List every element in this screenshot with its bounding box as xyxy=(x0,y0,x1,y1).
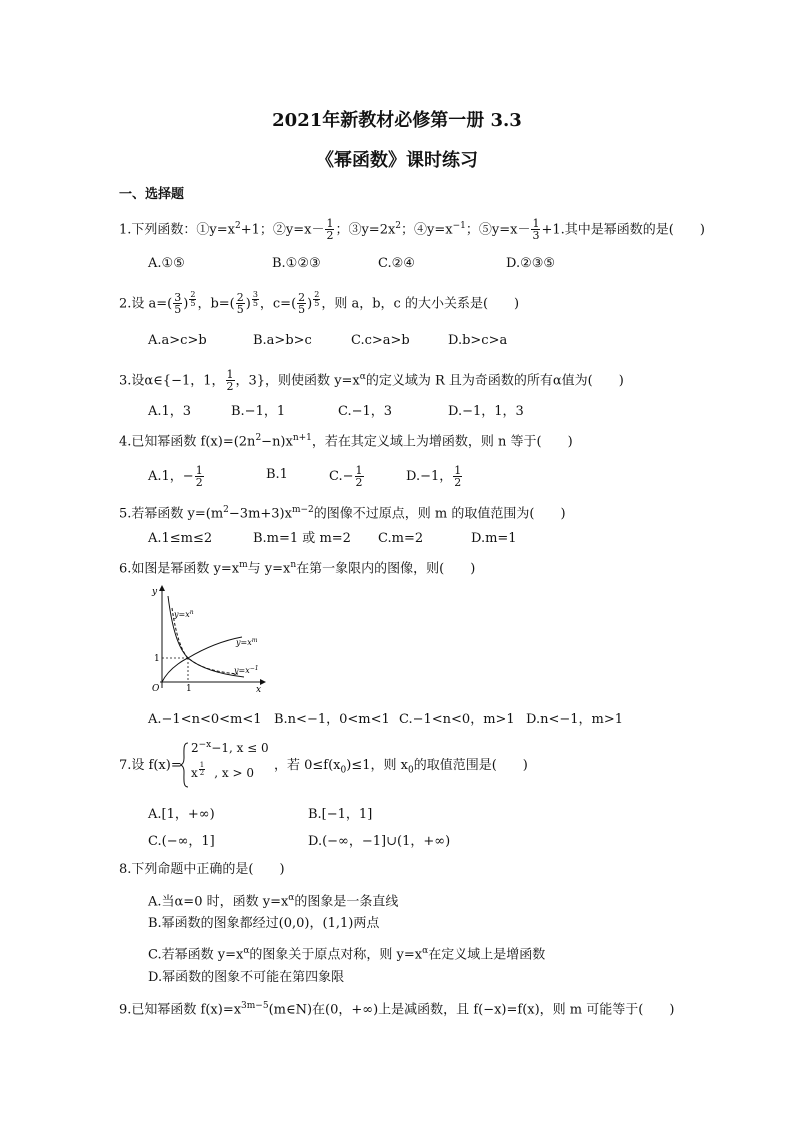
question-7-lead: 7.设 f(x)= xyxy=(119,758,182,773)
question-4: 4.已知幂函数 $f(x)=(2n^2-n)x^{n+1}$，若在其定义域上为增函数，则 n 等于( ) xyxy=(119,433,573,450)
q8-option-c: C.若幂函数 $y=x^\alpha$的图象关于原点对称，则 $y=x^\alpha$在定义域上是增函数 xyxy=(148,946,546,963)
y-axis-arrow-icon xyxy=(159,585,165,591)
q5-option-c: C.m=2 xyxy=(378,531,424,546)
piece-1: $2^{-x}-1$, x ≤ 0 xyxy=(191,740,269,755)
question-8: 8.下列命题中正确的是( ) xyxy=(119,862,285,877)
q1-option-c: C.②④ xyxy=(378,256,415,271)
q4-option-c: C.− $\frac{1}{2}$ xyxy=(329,464,363,489)
q4-option-b: B.1 xyxy=(266,467,288,482)
q2-option-b: B.a>b>c xyxy=(253,333,312,348)
q7-option-c: C.(−∞，1] xyxy=(148,834,215,849)
curve-x-n xyxy=(168,596,244,677)
q1-option-d: D.②③⑤ xyxy=(506,256,556,271)
label-x: x xyxy=(256,685,262,694)
q5-option-d: D.m=1 xyxy=(471,531,517,546)
q3-option-b: B.−1，1 xyxy=(231,404,286,419)
label-x-minus-1: $y=x^{-1}$ xyxy=(234,665,259,675)
question-2: 2.设 a=( $\frac{3}{5}$ ) $^{\frac{2}{5}}$ ，b=( $\frac{2}{5}$ ) $^{\frac{3}{5}}$ ，c=( $\frac{2}{5}$ ) $^{\frac{2}{5}}$ ，则 a，b，c 的大小关系是( ) xyxy=(119,290,520,317)
q3-option-d: D.−1，1，3 xyxy=(448,404,524,419)
question-9: 9.已知幂函数 $f(x)=x^{3m-5}(m\in N)$在(0，+∞)上是减函数，且 f(−x)=f(x)，则 m 可能等于( ) xyxy=(119,1001,675,1018)
q2-option-a: A.a>c>b xyxy=(148,333,207,348)
q3-option-a: A.1，3 xyxy=(148,404,192,419)
q6-option-d: D.n<−1，m>1 xyxy=(526,712,624,727)
q7-option-a: A.[1，+∞) xyxy=(148,807,215,822)
label-x-m: $y=x^m$ xyxy=(236,637,258,647)
page-title: 2021年新教材必修第一册 3.3 xyxy=(272,110,522,131)
question-3: 3.设α∈{−1，1， $\frac{1}{2}$ ，3}，则使函数 $y=x^\alpha$的定义域为 R 且为奇函数的所有α值为( ) xyxy=(119,368,624,394)
q8-option-b: B.幂函数的图象都经过(0,0)，(1,1)两点 xyxy=(148,916,380,931)
label-y: y xyxy=(152,587,158,597)
q2-option-d: D.b>c>a xyxy=(448,333,508,348)
q6-option-c: C.−1<n<0，m>1 xyxy=(399,712,515,727)
label-origin: O xyxy=(152,684,160,694)
q3-option-c: C.−1，3 xyxy=(338,404,393,419)
q8-option-d: D.幂函数的图象不可能在第四象限 xyxy=(148,970,345,985)
question-5: 5.若幂函数 $y=(m^2-3m+3)x^{m-2}$的图像不过原点，则 m 的取值范围为( ) xyxy=(119,505,566,522)
label-one-x: 1 xyxy=(186,684,192,694)
question-6: 6.如图是幂函数 $y=x^m$与 $y=x^n$在第一象限内的图像，则( ) xyxy=(119,560,476,577)
q2-option-c: C.c>a>b xyxy=(351,333,410,348)
page-subtitle: 《幂函数》课时练习 xyxy=(316,150,478,171)
left-brace-icon xyxy=(179,742,189,788)
question-1: 1.下列函数：$①y=x^2+1$；②y=x－ $\frac{1}{2}$ ；$③y=2x^2$；$④y=x^{-1}$；⑤y=x－ $\frac{1}{3}$ +1.其中是幂函数的是( ) xyxy=(119,217,705,243)
label-x-n: $y=x^n$ xyxy=(174,609,194,619)
q5-option-b: B.m=1 或 m=2 xyxy=(253,531,351,546)
q5-option-a: A.1≤m≤2 xyxy=(148,531,213,546)
q7-option-d: D.(−∞，−1]∪(1，+∞) xyxy=(308,834,451,849)
piece-2: x $^{\frac{1}{2}}$ , x > 0 xyxy=(191,761,254,780)
q4-option-a: A.1，− $\frac{1}{2}$ xyxy=(148,464,203,489)
q6-option-b: B.n<−1，0<m<1 xyxy=(274,712,390,727)
q7-option-b: B.[−1，1] xyxy=(308,807,373,822)
question-7-stem: ，若 $0\le f(x_0)\le 1$，则 $x_0$的取值范围是( ) xyxy=(274,758,528,776)
label-one-y: 1 xyxy=(154,654,160,664)
q6-option-a: A.−1<n<0<m<1 xyxy=(148,712,262,727)
q1-option-a: A.①⑤ xyxy=(148,256,185,271)
power-function-graph xyxy=(148,582,268,694)
q1-option-b: B.①②③ xyxy=(272,256,321,271)
section-heading: 一、选择题 xyxy=(119,187,185,202)
q4-option-d: D.−1， $\frac{1}{2}$ xyxy=(406,464,462,489)
q8-option-a: A.当α=0 时，函数 $y=x^\alpha$的图象是一条直线 xyxy=(148,893,399,910)
